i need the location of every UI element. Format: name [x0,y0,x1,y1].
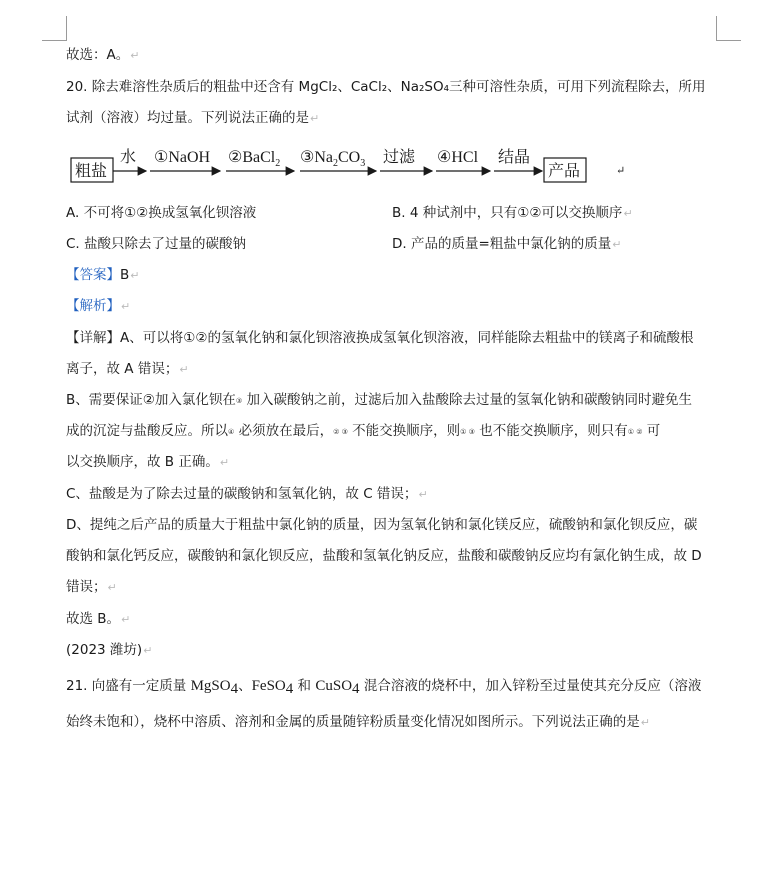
q20-stem-line-2: 试剂（溶液）均过量。下列说法正确的是↵ [66,110,320,126]
q20-explain-d-line-2: 酸钠和氯化钙反应，碳酸钠和氯化钡反应，盐酸和氢氧化钠反应，盐酸和碳酸钠反应均有氯化钠生成，故 D [66,548,702,564]
q20-option-c: C. 盐酸只除去了过量的碳酸钠 [66,236,247,252]
q20-detail-line-2: 离子，故 A 错误；↵ [66,361,189,377]
flow-step-na2co3: $③Na_2CO_3$ [300,149,366,169]
q20-explain-d-line-1: D、提纯之后产品的质量大于粗盐中氯化钠的质量，因为氢氧化钠和氯化镁反应，硫酸钠和氯化钡反应，碳 [66,517,698,533]
page-corner-mark-left [42,16,67,41]
flow-step-filter: 过滤 [383,149,416,166]
q20-detail-line-1: 【详解】A、可以将①②的氢氧化钠和氯化钡溶液换成氢氧化钡溶液，同样能除去粗盐中的镁离子和硫酸根 [66,330,694,346]
q20-explain-b-line-3: 以交换顺序，故 B 正确。↵ [66,454,230,470]
flow-end-label: 产品 [548,163,581,180]
q20-explain-b-line-2: 成的沉淀与盐酸反应。所以④ 必须放在最后，② ③ 不能交换顺序，则① ③ 也不能交换顺序，则只有① ② 可 [66,423,661,439]
q21-stem-line-1: 21. 向盛有一定质量 MgSO4、FeSO4 和 CuSO4 混合溶液的烧杯中，加入锌粉至过量使其充分反应（溶液 [66,678,702,697]
flow-step-bacl2: ②BaCl$_2$ [228,149,281,169]
flow-paragraph-mark: ↵ [616,165,626,177]
q20-analysis-heading: 【解析】↵ [66,298,131,314]
flow-step-crystallize: 结晶 [498,149,531,166]
q20-option-d: D. 产品的质量=粗盐中氯化钠的质量↵ [392,236,622,252]
q20-flow-diagram [70,144,630,186]
flow-step-water: 水 [120,149,137,166]
q20-explain-d-line-3: 错误；↵ [66,579,117,595]
q20-option-b: B. 4 种试剂中，只有①②可以交换顺序↵ [392,205,633,221]
q20-final-answer: 故选 B。↵ [66,611,131,627]
q20-option-a: A. 不可将①②换成氢氧化钡溶液 [66,205,257,221]
page-corner-mark-right [716,16,741,41]
flow-step-hcl: ④HCl [437,149,479,166]
previous-answer-line: 故选：A。↵ [66,47,140,63]
source-tag: (2023 潍坊)↵ [66,642,153,658]
q20-explain-b-line-1: B、需要保证②加入氯化钡在③ 加入碳酸钠之前，过滤后加入盐酸除去过量的氢氧化钠和碳酸钠同时避免生 [66,392,692,408]
q20-explain-c: C、盐酸是为了除去过量的碳酸钠和氢氧化钠，故 C 错误；↵ [66,486,428,502]
flow-start-label: 粗盐 [75,163,108,180]
q20-stem-line-1: 20. 除去难溶性杂质后的粗盐中还含有 MgCl₂、CaCl₂、Na₂SO₄三种可溶性杂质，可用下列流程除去，所用 [66,79,706,95]
flow-step-naoh: ①NaOH [154,149,211,166]
q21-stem-line-2: 始终未饱和），烧杯中溶质、溶剂和金属的质量随锌粉质量变化情况如图所示。下列说法正确的是↵ [66,714,650,730]
q20-answer: 【答案】B↵ [66,267,140,283]
